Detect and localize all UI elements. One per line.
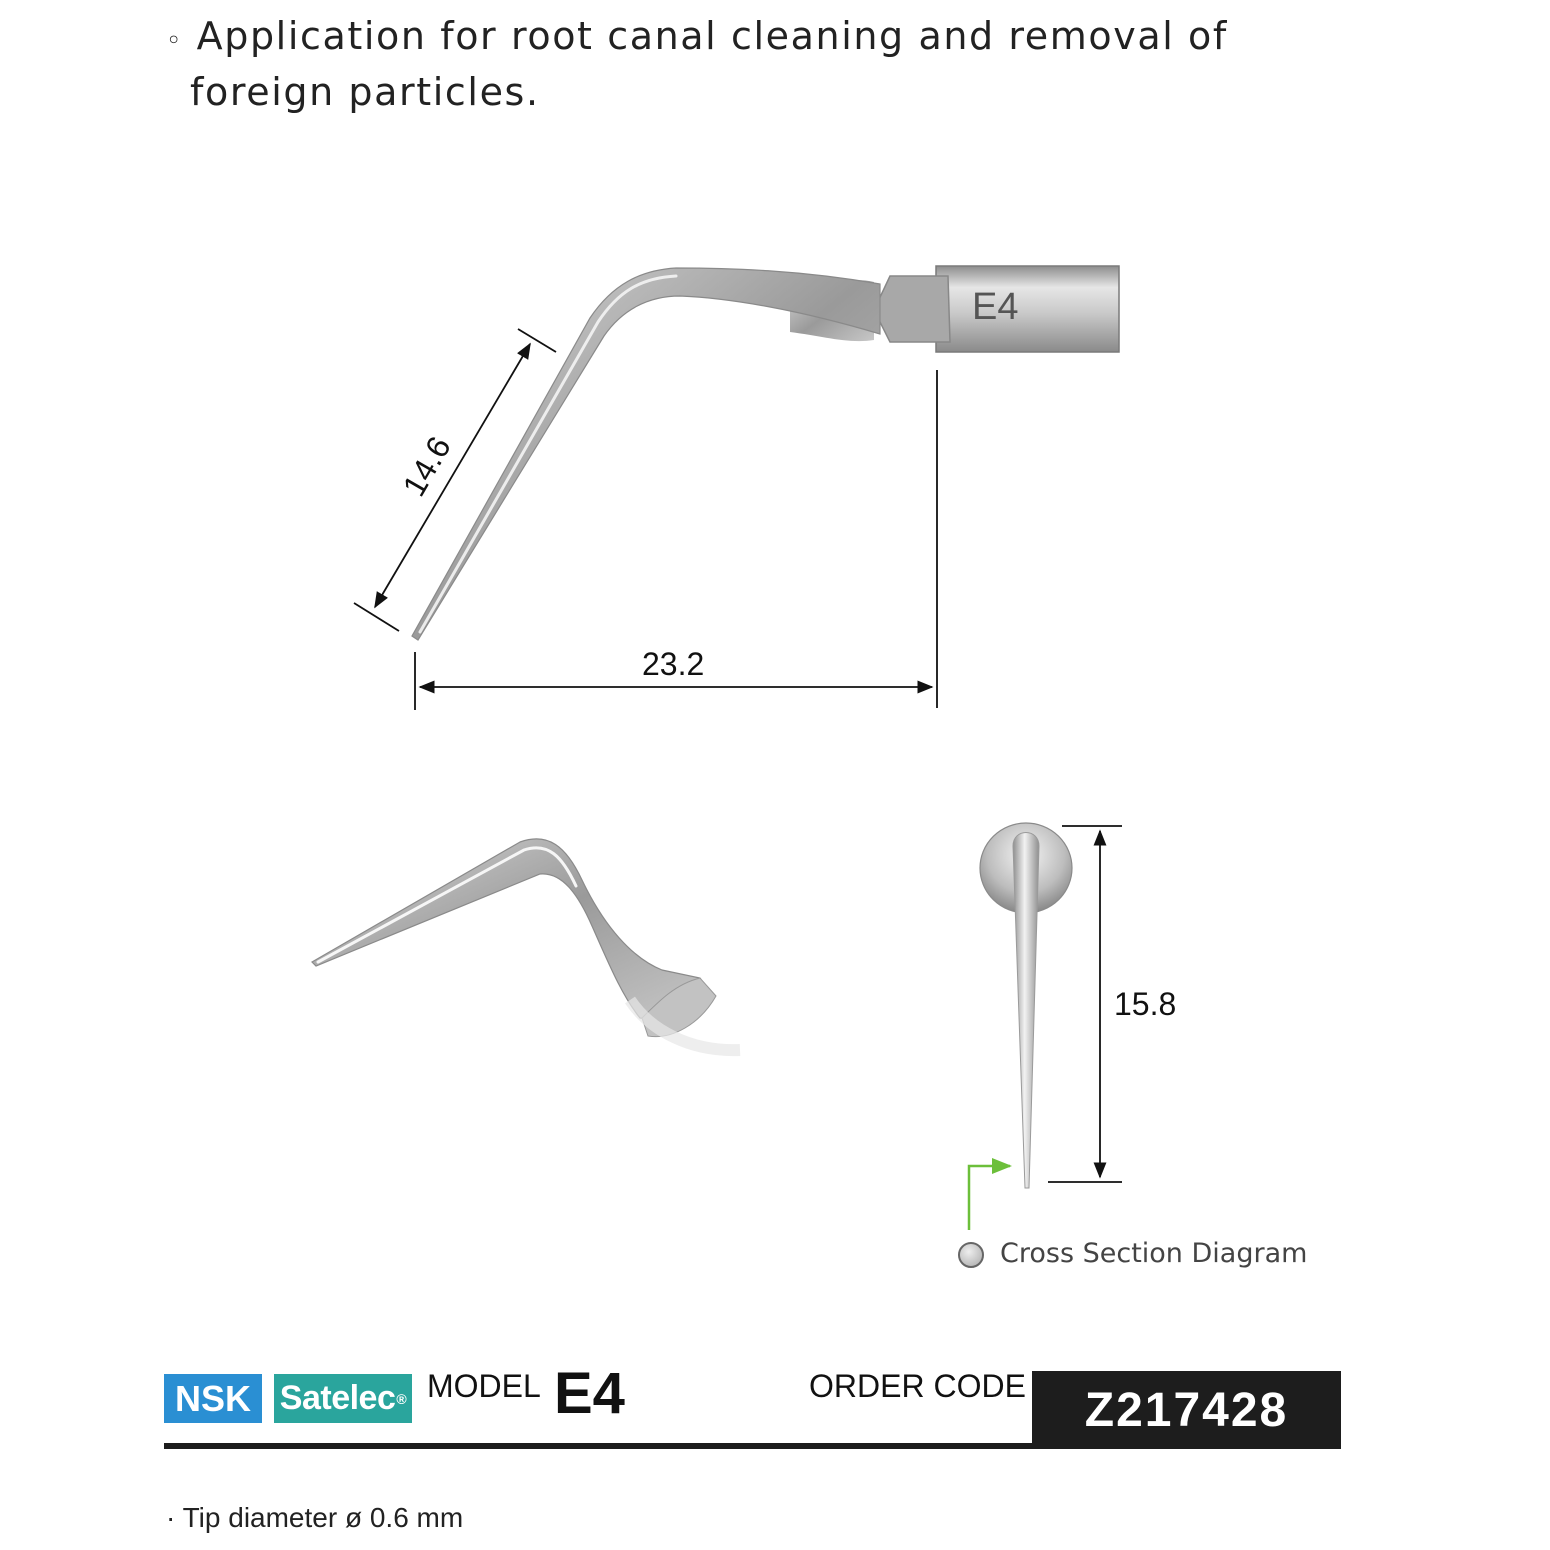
satelec-logo-text: Satelec xyxy=(279,1379,396,1417)
model-label: MODEL xyxy=(427,1368,541,1404)
satelec-logo xyxy=(274,1374,412,1423)
nsk-logo xyxy=(164,1374,262,1423)
cross-section-legend-label: Cross Section Diagram xyxy=(1000,1238,1308,1269)
tip-marking-label: E4 xyxy=(972,286,1019,328)
hex-flat xyxy=(874,276,950,342)
dimension-vertical-label: 15.8 xyxy=(1114,986,1177,1022)
bullet-icon: ◦ xyxy=(166,26,183,56)
dimension-horizontal-label: 23.2 xyxy=(642,646,705,682)
tip-diameter-spec xyxy=(166,1502,463,1534)
dimension-angled xyxy=(354,329,556,631)
divider-rule xyxy=(164,1443,1034,1449)
model-name: E4 xyxy=(554,1361,625,1426)
spec-bullet-icon: · xyxy=(166,1502,176,1533)
order-code-value: Z217428 xyxy=(1084,1383,1289,1437)
cross-section-leader xyxy=(969,1166,1010,1230)
tip-diameter-text: Tip diameter ø 0.6 mm xyxy=(182,1502,464,1533)
order-code-label: ORDER CODE xyxy=(809,1368,1026,1404)
nsk-logo-text: NSK xyxy=(174,1377,251,1419)
order-code-box xyxy=(1032,1371,1341,1449)
front-needle xyxy=(1013,833,1039,1189)
application-text: Application for root canal cleaning and removal of xyxy=(196,14,1228,58)
registered-mark: ® xyxy=(396,1390,407,1407)
dimension-angled-label: 14.6 xyxy=(395,430,458,503)
application-text-line-2: foreign particles. xyxy=(190,70,540,114)
perspective-view-tip xyxy=(312,839,740,1050)
front-view-tip xyxy=(980,823,1072,1188)
cross-section-circle-icon xyxy=(958,1242,984,1268)
tip-shank xyxy=(936,266,1119,352)
